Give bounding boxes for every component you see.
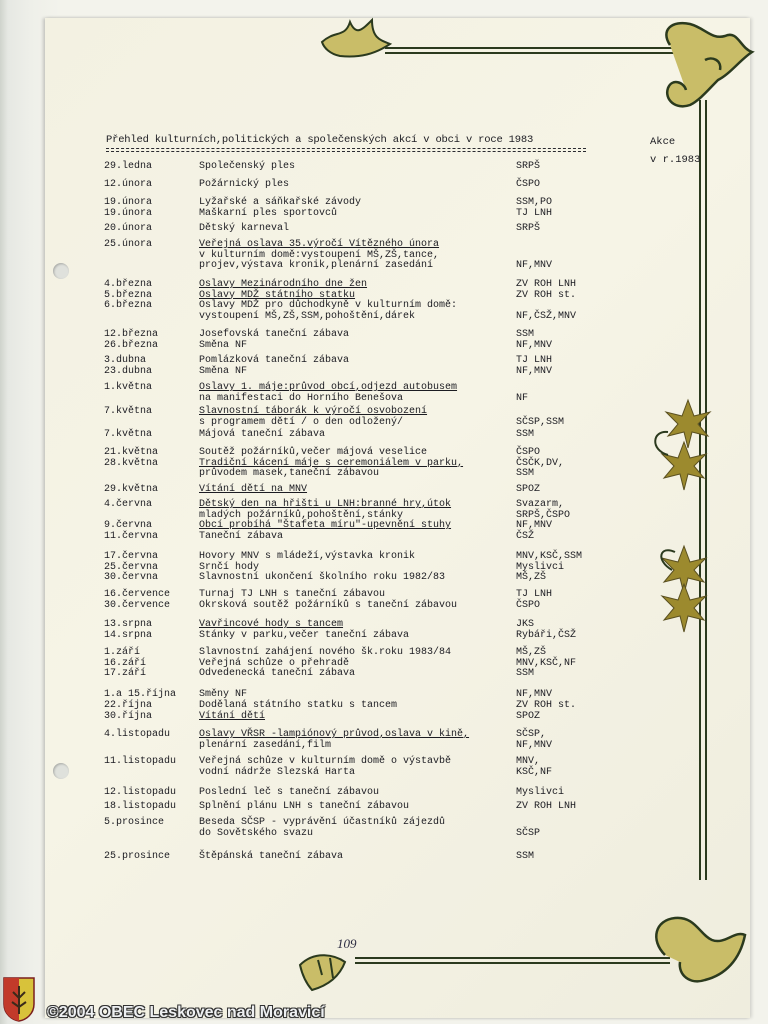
event-date: 1.května <box>104 382 153 393</box>
event-date: 4.března 5.března 6.března <box>104 279 153 311</box>
event-date: 29.ledna <box>104 161 153 172</box>
event-date: 5.prosince <box>104 817 165 828</box>
event-description: Oslavy Mezinárodního dne žen Oslavy MDŽ státního statku Oslavy MDŽ pro důchodkyně v kulturním domě: vystoupení MŠ,ZŠ,SSM,pohoštění,dárek <box>199 279 458 322</box>
scroll-ornament-bottom-right <box>656 918 745 981</box>
event-description: Vítání dětí <box>199 711 266 722</box>
event-organizer: SČSP <box>516 827 541 839</box>
side-note-year: v r.1983 <box>650 154 701 166</box>
event-organizer: MNV,KSČ,SSM Myslivci MŠ,ZŠ <box>516 551 583 583</box>
event-date: 1.a 15.října 22.října <box>104 689 177 711</box>
event-date: 30.října <box>104 711 153 722</box>
event-date: 20.února <box>104 223 153 234</box>
event-description: Štěpánská taneční zábava <box>199 851 344 862</box>
event-organizer: ČSPO <box>516 179 541 190</box>
event-date: 4.června 9.června 11.června <box>104 499 159 542</box>
event-organizer: MŠ,ZŠ MNV,KSČ,NF SSM <box>516 647 577 679</box>
copyright-footer: ©2004 OBEC Leskovec nad Moravicí <box>47 1004 325 1021</box>
event-date: 7.května <box>104 406 153 417</box>
footer-bar <box>0 996 768 1024</box>
event-description: Oslavy 1. máje:průvod obcí,odjezd autobusem na manifestaci do Horního Benešova <box>199 382 458 404</box>
event-description: Veřejná schůze v kulturním domě o výstavbě vodní nádrže Slezská Harta <box>199 756 452 778</box>
event-date: 4.listopadu <box>104 729 171 740</box>
event-organizer: SČSP,SSM <box>516 416 565 428</box>
event-organizer: SSM <box>516 851 535 862</box>
event-description: Směny NF Dodělaná státního statku s tancem <box>199 689 398 711</box>
event-date: 17.června 25.června 30.června <box>104 551 159 583</box>
coat-of-arms-logo <box>2 976 36 1022</box>
event-description: Poslední leč s taneční zábavou <box>199 787 380 798</box>
event-date: 11.listopadu <box>104 756 177 767</box>
event-organizer: SSM NF,MNV <box>516 329 553 351</box>
event-date: 1.září 16.září 17.září <box>104 647 147 679</box>
title-underline <box>106 151 586 152</box>
title-underline <box>106 148 586 149</box>
event-description: Májová taneční zábava <box>199 429 326 440</box>
page-number: 109 <box>337 936 357 951</box>
event-description: Pomlázková taneční zábava Směna NF <box>199 355 350 377</box>
event-organizer: JKS Rybáři,ČSŽ <box>516 619 577 641</box>
event-date: 12.listopadu <box>104 787 177 798</box>
event-description: Požárnický ples <box>199 179 290 190</box>
event-organizer: TJ LNH ČSPO <box>516 589 553 611</box>
event-date: 25.prosince <box>104 851 171 862</box>
event-organizer: SSM,PO TJ LNH <box>516 197 553 219</box>
event-organizer: ČSPO ČSČK,DV, SSM <box>516 447 565 479</box>
event-description: Josefovská taneční zábava Směna NF <box>199 329 350 351</box>
event-organizer: NF <box>516 392 529 404</box>
event-date: 19.února 19.února <box>104 197 153 219</box>
leaf-ornament-bottom-left <box>300 955 345 990</box>
event-organizer: Svazarm, SRPŠ,ČSPO NF,MNV ČSŽ <box>516 499 571 542</box>
event-description: Slavnostní táborák k výročí osvobození s programem dětí / o den odložený/ <box>199 406 428 428</box>
event-organizer: SČSP, NF,MNV <box>516 729 553 751</box>
event-description: Hovory MNV s mládeží,výstavka kronik Srnčí hody Slavnostní ukončení školního roku 1982/83 <box>199 551 446 583</box>
event-organizer: NF,MNV ZV ROH st. <box>516 689 577 711</box>
event-organizer: ZV ROH LNH ZV ROH st. NF,ČSŽ,MNV <box>516 279 577 322</box>
event-description: Společenský ples <box>199 161 296 172</box>
scroll-ornament-top-right <box>666 23 752 106</box>
event-description: Oslavy VŘSR -lampiónový průvod,oslava v kině, plenární zasedání,film <box>199 729 470 751</box>
event-date: 7.května <box>104 429 153 440</box>
event-organizer: SPOZ <box>516 711 541 722</box>
event-description: Lyžařské a sáňkařské závody Maškarní ples sportovců <box>199 197 362 219</box>
event-date: 29.května <box>104 484 159 495</box>
event-organizer: SRPŠ <box>516 223 541 234</box>
event-organizer: Myslivci <box>516 787 565 798</box>
event-organizer: SRPŠ <box>516 161 541 172</box>
event-description: Turnaj TJ LNH s taneční zábavou Okrsková soutěž požárníků s taneční zábavou <box>199 589 458 611</box>
event-organizer: NF,MNV <box>516 260 553 271</box>
leaf-ornament-top-left <box>322 20 390 57</box>
document-title: Přehled kulturních,politických a společenských akcí v obci v roce 1983 <box>106 134 534 146</box>
event-organizer: ZV ROH LNH <box>516 801 577 812</box>
event-description: Vítání dětí na MNV <box>199 484 308 495</box>
event-description: Dětský karneval <box>199 223 290 234</box>
event-date: 12.března 26.března <box>104 329 159 351</box>
event-organizer: TJ LNH NF,MNV <box>516 355 553 377</box>
event-description: Splnění plánu LNH s taneční zábavou <box>199 801 410 812</box>
side-note-akce: Akce <box>650 136 676 148</box>
star-ornaments <box>662 400 710 632</box>
event-date: 16.července 30.července <box>104 589 171 611</box>
event-description: Dětský den na hřišti u LNH:branné hry,útok mladých požárníků,pohoštění,stánky Obcí probíhá "Štafeta míru"-upevnění stuhy Taneční zábava <box>199 499 452 542</box>
event-date: 21.května 28.května <box>104 447 159 469</box>
event-date: 13.srpna 14.srpna <box>104 619 153 641</box>
event-organizer: SSM <box>516 429 535 440</box>
event-description: Soutěž požárníků,večer májová veselice Tradiční kácení máje s ceremoniálem v parku, průvodem masek,taneční zábavou <box>199 447 464 479</box>
event-description: Vavřincové hody s tancem Stánky v parku,večer taneční zábava <box>199 619 410 641</box>
event-organizer: SPOZ <box>516 484 541 495</box>
event-description: Veřejná oslava 35.výročí Vítězného února v kulturním domě:vystoupení MŠ,ZŠ,tance, projev,výstava kronik,plenární zasedání <box>199 239 440 271</box>
event-date: 18.listopadu <box>104 801 177 812</box>
event-date: 12.února <box>104 179 153 190</box>
event-date: 25.února <box>104 239 153 250</box>
event-description: Slavnostní zahájení nového šk.roku 1983/84 Veřejná schůze o přehradě Odvedenecká taneční zábava <box>199 647 452 679</box>
event-description: Beseda SČSP - vyprávění účastníků zájezdů do Sovětského svazu <box>199 817 446 839</box>
event-date: 3.dubna 23.dubna <box>104 355 153 377</box>
scroll-ornament-middle <box>655 432 675 570</box>
event-organizer: MNV, KSČ,NF <box>516 756 553 778</box>
